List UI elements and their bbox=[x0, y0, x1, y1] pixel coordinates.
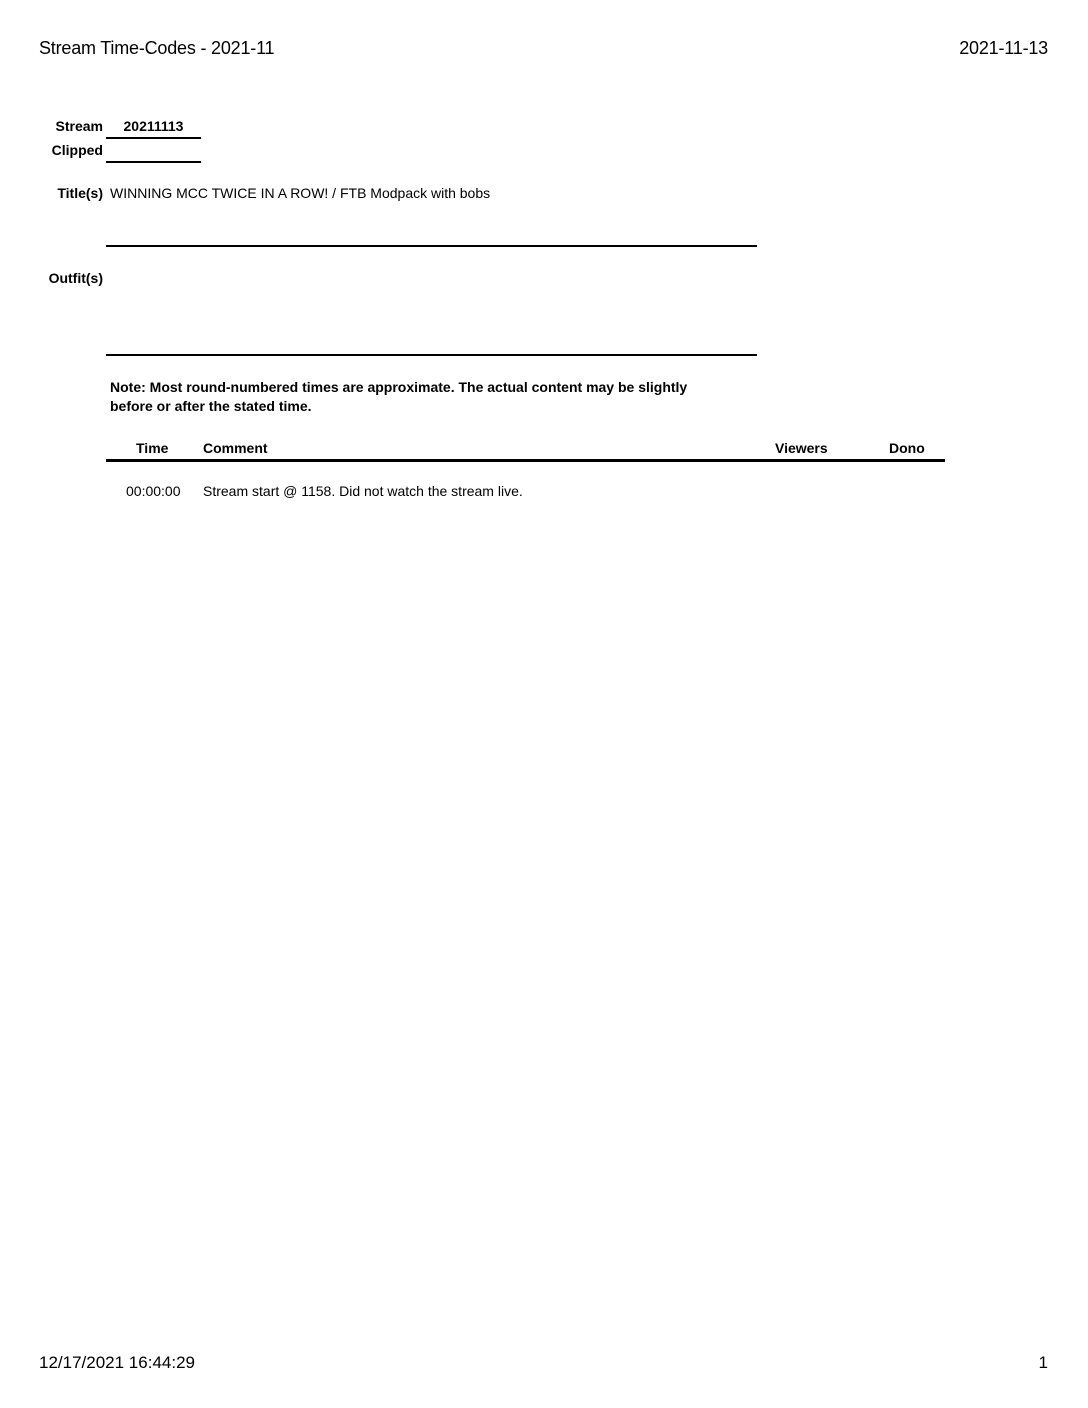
stream-value: 20211113 bbox=[106, 118, 201, 139]
column-header-dono: Dono bbox=[889, 440, 925, 456]
print-timestamp: 12/17/2021 16:44:29 bbox=[39, 1353, 195, 1372]
column-header-comment: Comment bbox=[203, 440, 268, 456]
titles-value: WINNING MCC TWICE IN A ROW! / FTB Modpack with bobs bbox=[110, 185, 491, 201]
titles-label: Title(s) bbox=[57, 185, 103, 201]
row-time: 00:00:00 bbox=[126, 483, 181, 499]
document-title: Stream Time-Codes - 2021-11 bbox=[39, 38, 275, 58]
stream-label: Stream bbox=[55, 118, 103, 134]
table-header-rule bbox=[106, 459, 945, 462]
page-number: 1 bbox=[1038, 1353, 1048, 1372]
column-header-viewers: Viewers bbox=[775, 440, 828, 456]
approximation-note: Note: Most round-numbered times are approximate. The actual content may be slightly before or after the stated time. bbox=[110, 379, 688, 414]
clipped-value bbox=[106, 142, 201, 163]
document-date: 2021-11-13 bbox=[959, 38, 1048, 58]
clipped-label: Clipped bbox=[51, 142, 103, 158]
outfits-label: Outfit(s) bbox=[48, 270, 103, 286]
column-header-time: Time bbox=[136, 440, 169, 456]
titles-divider bbox=[106, 245, 757, 247]
outfits-divider bbox=[106, 354, 757, 356]
row-comment: Stream start @ 1158. Did not watch the stream live. bbox=[203, 483, 523, 499]
